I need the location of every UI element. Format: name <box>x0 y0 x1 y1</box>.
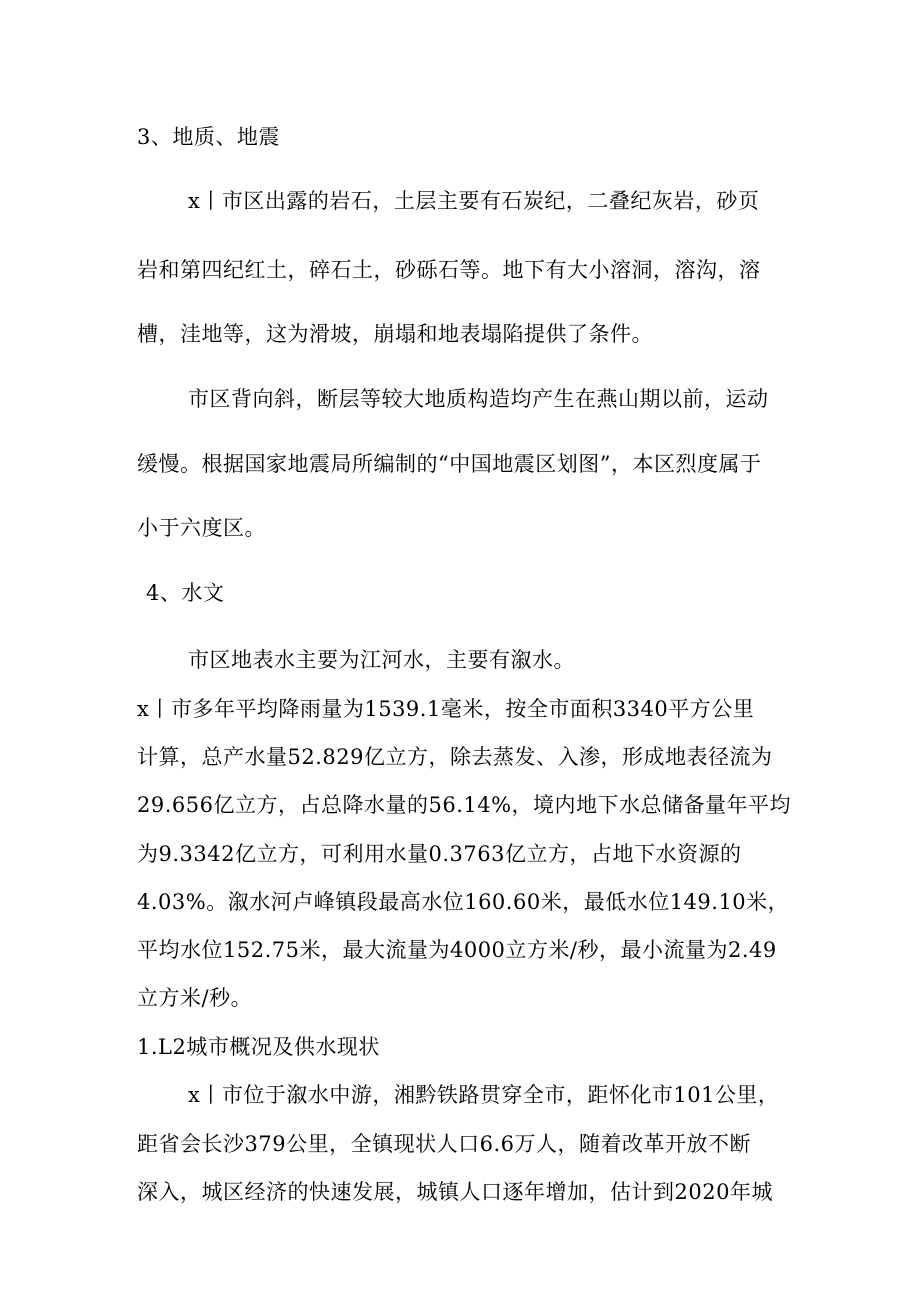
paragraph-line: 槽，洼地等，这为滑坡，崩塌和地表塌陷提供了条件。 <box>137 322 653 346</box>
paragraph-line: 平均水位152.75米，最大流量为4000立方米/秒，最小流量为2.49 <box>137 938 777 962</box>
paragraph-line: 缓慢。根据国家地震局所编制的“中国地震区划图”，本区烈度属于 <box>137 452 762 476</box>
paragraph-line: 岩和第四纪红土，碎石土，砂砾石等。地下有大小溶洞，溶沟，溶 <box>137 258 761 282</box>
paragraph-line: 为9.3342亿立方，可利用水量0.3763亿立方，占地下水资源的 <box>137 842 742 866</box>
paragraph-line: x丨市多年平均降雨量为1539.1毫米，按全市面积3340平方公里 <box>137 697 755 721</box>
paragraph-line: 市区背向斜，断层等较大地质构造均产生在燕山期以前，运动 <box>188 387 769 411</box>
section-heading-city-overview: 1.L2城市概况及供水现状 <box>137 1035 380 1059</box>
paragraph-line: 距省会长沙379公里，全镇现状人口6.6万人，随着改革开放不断 <box>137 1132 751 1156</box>
section-heading-hydrology: 4、水文 <box>146 581 225 605</box>
paragraph-line: 计算，总产水量52.829亿立方，除去蒸发、入渗，形成地表径流为 <box>137 745 773 769</box>
paragraph-line: 4.03%。溆水河卢峰镇段最高水位160.60米，最低水位149.10米， <box>137 890 790 914</box>
section-heading-geology: 3、地质、地震 <box>137 125 280 149</box>
paragraph-line: 市区地表水主要为江河水，主要有溆水。 <box>188 648 575 672</box>
paragraph-line: x丨市位于溆水中游，湘黔铁路贯穿全市，距怀化市101公里， <box>188 1083 780 1107</box>
paragraph-line: 立方米/秒。 <box>137 986 253 1010</box>
paragraph-line: 深入，城区经济的快速发展，城镇人口逐年增加，估计到2020年城 <box>137 1180 773 1204</box>
paragraph-line: x丨市区出露的岩石，土层主要有石炭纪，二叠纪灰岩，砂页 <box>188 189 760 213</box>
paragraph-line: 小于六度区。 <box>137 516 266 540</box>
paragraph-line: 29.656亿立方，占总降水量的56.14%，境内地下水总储备量年平均 <box>137 793 792 817</box>
